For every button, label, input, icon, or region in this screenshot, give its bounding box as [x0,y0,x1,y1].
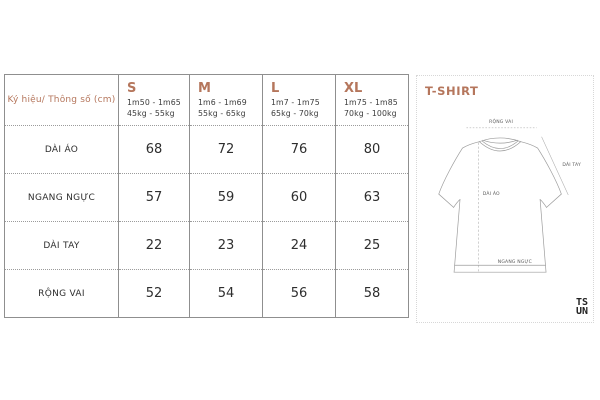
left-body-side [454,199,460,272]
size-letter: L [271,81,280,96]
tshirt-line-drawing [417,76,593,322]
value-cell: 22 [119,222,190,270]
table-row-dai-tay [5,222,409,270]
height-range: 1m75 - 1m85 [344,98,398,107]
size-col-l [263,75,336,126]
height-range: 1m6 - 1m69 [198,98,247,107]
right-sleeve-end [547,194,562,207]
row-label: NGANG NGỰC [5,174,119,222]
collar-back [483,140,518,143]
value-cell: 25 [336,222,409,270]
value-cell: 24 [263,222,336,270]
value-cell: 54 [190,270,263,318]
table-row-rong-vai [5,270,409,318]
size-col-m [190,75,263,126]
shoulder-measure-label: RỘNG VAI [489,119,513,125]
weight-range: 65kg - 70kg [271,108,319,118]
value-cell: 68 [119,126,190,174]
left-sleeve-end [439,194,454,207]
value-cell: 80 [336,126,409,174]
weight-range: 55kg - 65kg [198,108,246,118]
value-cell: 63 [336,174,409,222]
value-cell: 56 [263,270,336,318]
size-range [127,98,189,119]
value-cell: 72 [190,126,263,174]
value-cell: 59 [190,174,263,222]
right-sleeve-outer [521,142,562,194]
value-cell: 76 [263,126,336,174]
brand-logo [576,299,588,316]
chest-measure-label: NGANG NGỰC [497,259,533,265]
right-body-side [540,199,546,272]
size-range [198,98,262,119]
height-range: 1m7 - 1m75 [271,98,320,107]
size-range [271,98,335,119]
sleeve-measure-label: DÀI TAY [562,162,581,168]
size-col-xl [336,75,409,126]
size-letter: M [198,81,211,96]
row-label: DÀI ÁO [5,126,119,174]
brand-logo-line1: TS [575,297,588,308]
height-range: 1m50 - 1m65 [127,98,181,107]
brand-logo-line2: UN [575,305,588,317]
left-sleeve-outer [439,142,480,194]
value-cell: 52 [119,270,190,318]
size-range [344,98,408,119]
tshirt-outline [439,138,562,272]
size-col-s [119,75,190,126]
row-label: RỘNG VAI [5,270,119,318]
size-letter: S [127,81,137,96]
size-letter: XL [344,81,363,96]
weight-range: 70kg - 100kg [344,108,397,118]
header-label: Ký hiệu/ Thông số (cm) [7,95,116,105]
table-row-ngang-nguc [5,174,409,222]
panel-title: T-SHIRT [425,84,479,98]
right-underarm [540,199,546,207]
value-cell: 60 [263,174,336,222]
header-label-cell [5,75,119,126]
size-table [4,74,409,318]
value-cell: 57 [119,174,190,222]
row-label: DÀI TAY [5,222,119,270]
length-measure-label: DÀI ÁO [482,192,500,198]
value-cell: 23 [190,222,263,270]
weight-range: 45kg - 55kg [127,108,175,118]
left-underarm [454,199,460,207]
tshirt-diagram-panel [416,75,594,323]
table-header-row [5,75,409,126]
value-cell: 58 [363,286,381,301]
table-row-dai-ao [5,126,409,174]
